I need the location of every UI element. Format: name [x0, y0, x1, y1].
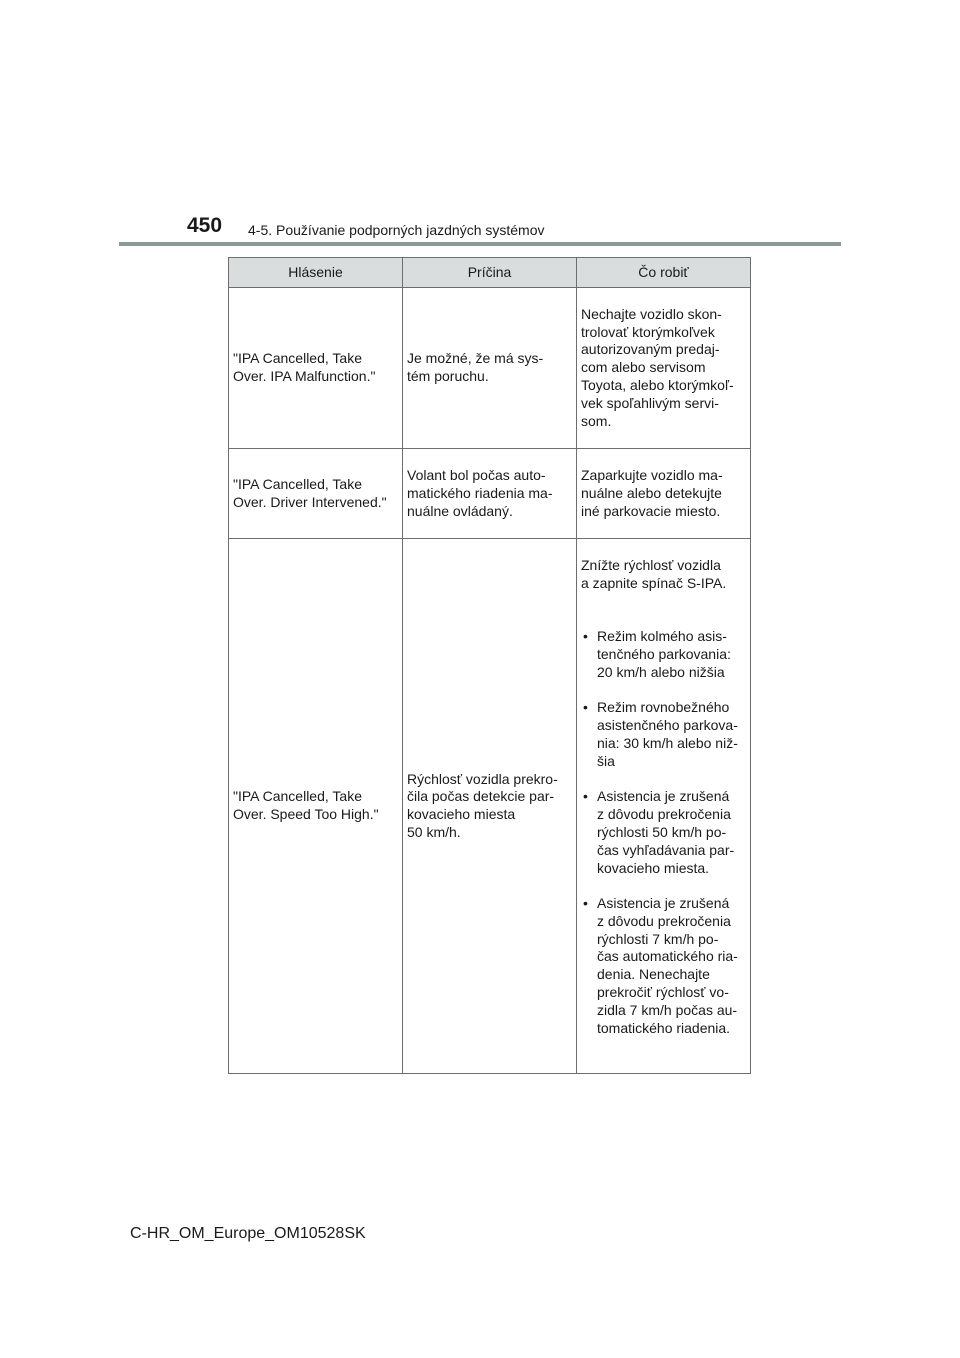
- action-cell: [577, 539, 751, 1074]
- action-list-item: • Režim kolmého asis- tenčného parkovania: 20 km/h alebo nižšia: [581, 628, 750, 681]
- document-id: C-HR_OM_Europe_OM10528SK: [130, 1225, 366, 1242]
- table-row: [229, 288, 751, 449]
- message-cell: "IPA Cancelled, Take Over. Driver Intervened.": [229, 449, 403, 539]
- column-header-message: Hlásenie: [229, 258, 403, 288]
- column-header-action: Čo robiť: [577, 258, 751, 288]
- action-text: Znížte rýchlosť vozidla a zapnite spínač S-IPA.: [581, 556, 727, 591]
- cause-cell: Rýchlosť vozidla prekro- čila počas detekcie par- kovacieho miesta 50 km/h.: [403, 539, 577, 1074]
- message-cell: "IPA Cancelled, Take Over. IPA Malfunction.": [229, 288, 403, 449]
- message-table: [228, 257, 751, 1074]
- action-list: [581, 610, 750, 1055]
- action-cell: [577, 449, 751, 539]
- page-number: 450: [187, 214, 223, 237]
- table-row: [229, 449, 751, 539]
- cause-cell: Volant bol počas auto- matického riadenia ma- nuálne ovládaný.: [403, 449, 577, 539]
- action-text: Zaparkujte vozidlo ma- nuálne alebo detekujte iné parkovacie miesto.: [581, 466, 723, 519]
- action-list-item: • Režim rovnobežného asistenčného parkova- nia: 30 km/h alebo niž- šia: [581, 699, 750, 770]
- section-title: 4-5. Používanie podporných jazdných systémov: [248, 222, 545, 238]
- action-list-item: • Asistencia je zrušená z dôvodu prekročenia rýchlosti 50 km/h po- čas vyhľadávania par- kovacieho miesta.: [581, 788, 750, 877]
- header-divider: [119, 242, 841, 246]
- action-list-item: • Asistencia je zrušená z dôvodu prekročenia rýchlosti 7 km/h po- čas automatického ria- denia. Nenechajte prekročiť rýchlosť vo- zidla 7 km/h počas au- tomatického riadenia.: [581, 895, 750, 1037]
- column-header-cause: Príčina: [403, 258, 577, 288]
- table-row: [229, 539, 751, 1074]
- cause-cell: Je možné, že má sys- tém poruchu.: [403, 288, 577, 449]
- message-cell: "IPA Cancelled, Take Over. Speed Too High.": [229, 539, 403, 1074]
- action-text: Nechajte vozidlo skon- trolovať ktorýmkoľvek autorizovaným predaj- com alebo servisom Toyota, alebo ktorýmkoľ- vek spoľahlivým servi- som.: [581, 305, 734, 429]
- table-header-row: [229, 258, 751, 288]
- action-cell: [577, 288, 751, 449]
